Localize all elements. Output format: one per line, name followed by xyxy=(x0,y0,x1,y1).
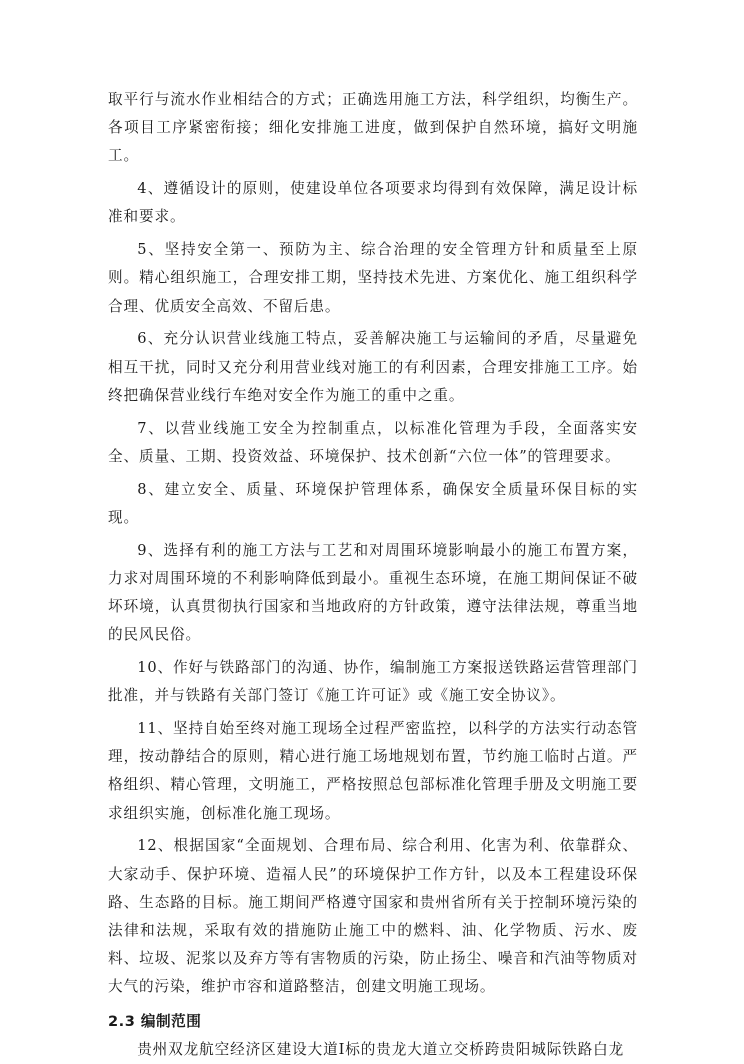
paragraph-item-5: 5、坚持安全第一、预防为主、综合治理的安全管理方针和质量至上原则。精心组织施工，合理安排工期，坚持技术先进、方案优化、施工组织科学合理、优质安全高效、不留后患。 xyxy=(108,241,638,315)
section-heading: 2.3 编制范围 xyxy=(108,1012,202,1030)
paragraph-item-6: 6、充分认识营业线施工特点，妥善解决施工与运输间的矛盾，尽量避免相互干扰，同时又充分利用营业线对施工的有利因素，合理安排施工工序。始终把确保营业线行车绝对安全作为施工的重中之重。 xyxy=(108,330,638,404)
paragraph-item-11: 11、坚持自始至终对施工现场全过程严密监控，以科学的方法实行动态管理，按动静结合的原则，精心进行施工场地规划布置，节约施工临时占道。严格组织、精心管理，文明施工，严格按照总包部标准化管理手册及文明施工要求组织实施，创标准化施工现场。 xyxy=(108,720,638,822)
paragraph-item-9: 9、选择有利的施工方法与工艺和对周围环境影响最小的施工布置方案，力求对周围环境的不利影响降低到最小。重视生态环境，在施工期间保证不破坏环境，认真贯彻执行国家和当地政府的方针政策，遵守法律法规，尊重当地的民风民俗。 xyxy=(108,541,638,644)
paragraph-continuation: 取平行与流水作业相结合的方式；正确选用施工方法，科学组织，均衡生产。各项目工序紧密衔接；细化安排施工进度，做到保护自然环境，搞好文明施工。 xyxy=(108,91,638,165)
paragraph-item-4: 4、遵循设计的原则，使建设单位各项要求均得到有效保障，满足设计标准和要求。 xyxy=(108,180,638,226)
paragraph-item-12: 12、根据国家“全面规划、合理布局、综合利用、化害为利、依靠群众、大家动手、保护环境、造福人民”的环境保护工作方针，以及本工程建设环保路、生态路的目标。施工期间严格遵守国家和贵州省所有关于控制环境污染的法律和法规，采取有效的措施防止施工中的燃料、油、化学物质、污水、废料、垃圾、泥浆以及弃方等有害物质的污染，防止扬尘、噪音和汽油等物质对大气的污染，维护市容和道路整洁，创建文明施工现场。 xyxy=(108,837,638,996)
section-paragraph: 贵州双龙航空经济区建设大道Ⅰ标的贵龙大道立交桥跨贵阳城际铁路白龙 xyxy=(137,1040,625,1058)
document-page xyxy=(108,86,638,1064)
paragraph-item-7: 7、以营业线施工安全为控制重点，以标准化管理为手段，全面落实安全、质量、工期、投资效益、环境保护、技术创新“六位一体”的管理要求。 xyxy=(108,419,638,465)
paragraph-item-10: 10、作好与铁路部门的沟通、协作，编制施工方案报送铁路运营管理部门批准，并与铁路有关部门签订《施工许可证》或《施工安全协议》。 xyxy=(108,659,638,705)
paragraph-item-8: 8、建立安全、质量、环境保护管理体系，确保安全质量环保目标的实现。 xyxy=(108,480,638,526)
